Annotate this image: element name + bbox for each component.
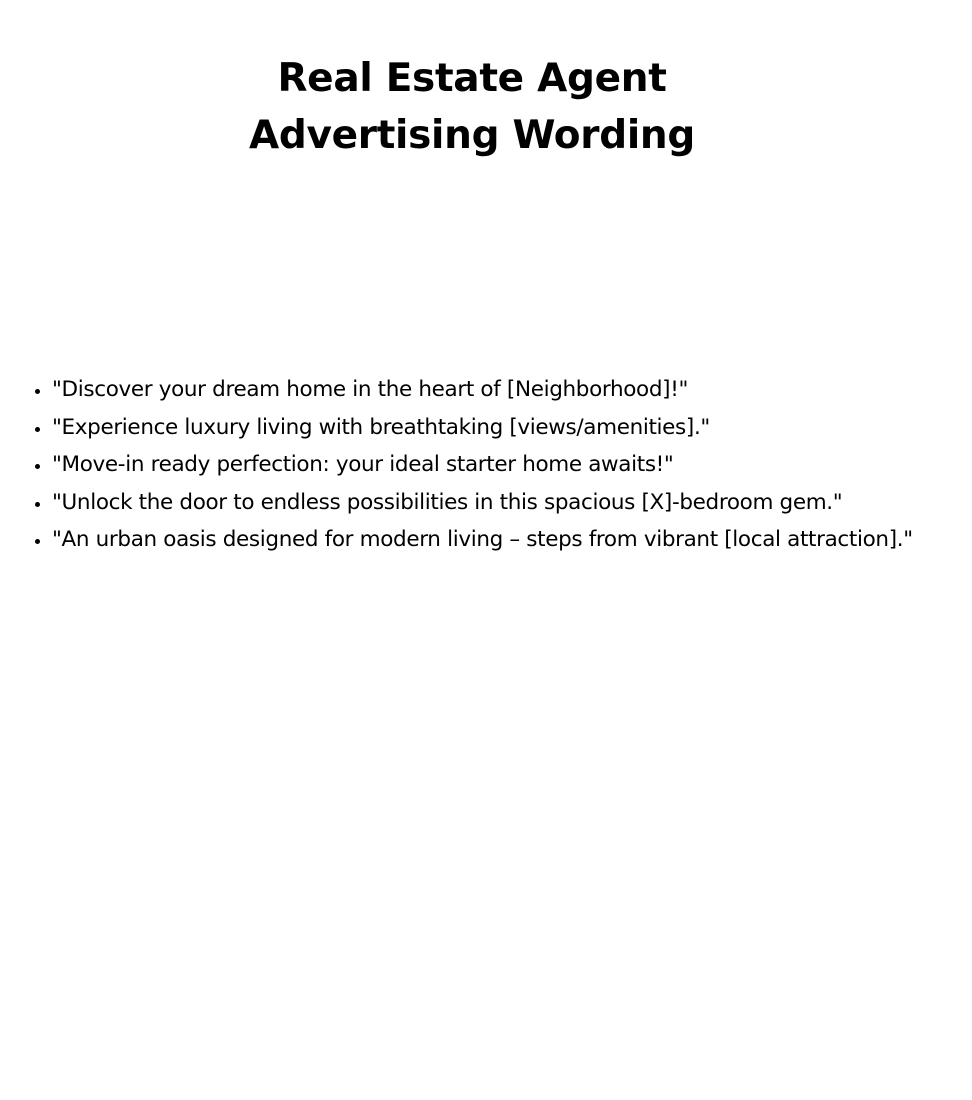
list-item: • "Experience luxury living with breathtaking [views/amenities]." bbox=[52, 409, 952, 447]
wording-list bbox=[0, 371, 952, 559]
page-title-line-1: Real Estate Agent bbox=[277, 56, 667, 101]
page-title bbox=[0, 50, 944, 164]
list-item: • "An urban oasis designed for modern living – steps from vibrant [local attraction]." bbox=[52, 521, 952, 559]
list-item: • "Unlock the door to endless possibilities in this spacious [X]-bedroom gem." bbox=[52, 484, 952, 522]
list-item: • "Move-in ready perfection: your ideal starter home awaits!" bbox=[52, 446, 952, 484]
page-title-line-2: Advertising Wording bbox=[249, 113, 695, 158]
list-item: • "Discover your dream home in the heart of [Neighborhood]!" bbox=[52, 371, 952, 409]
